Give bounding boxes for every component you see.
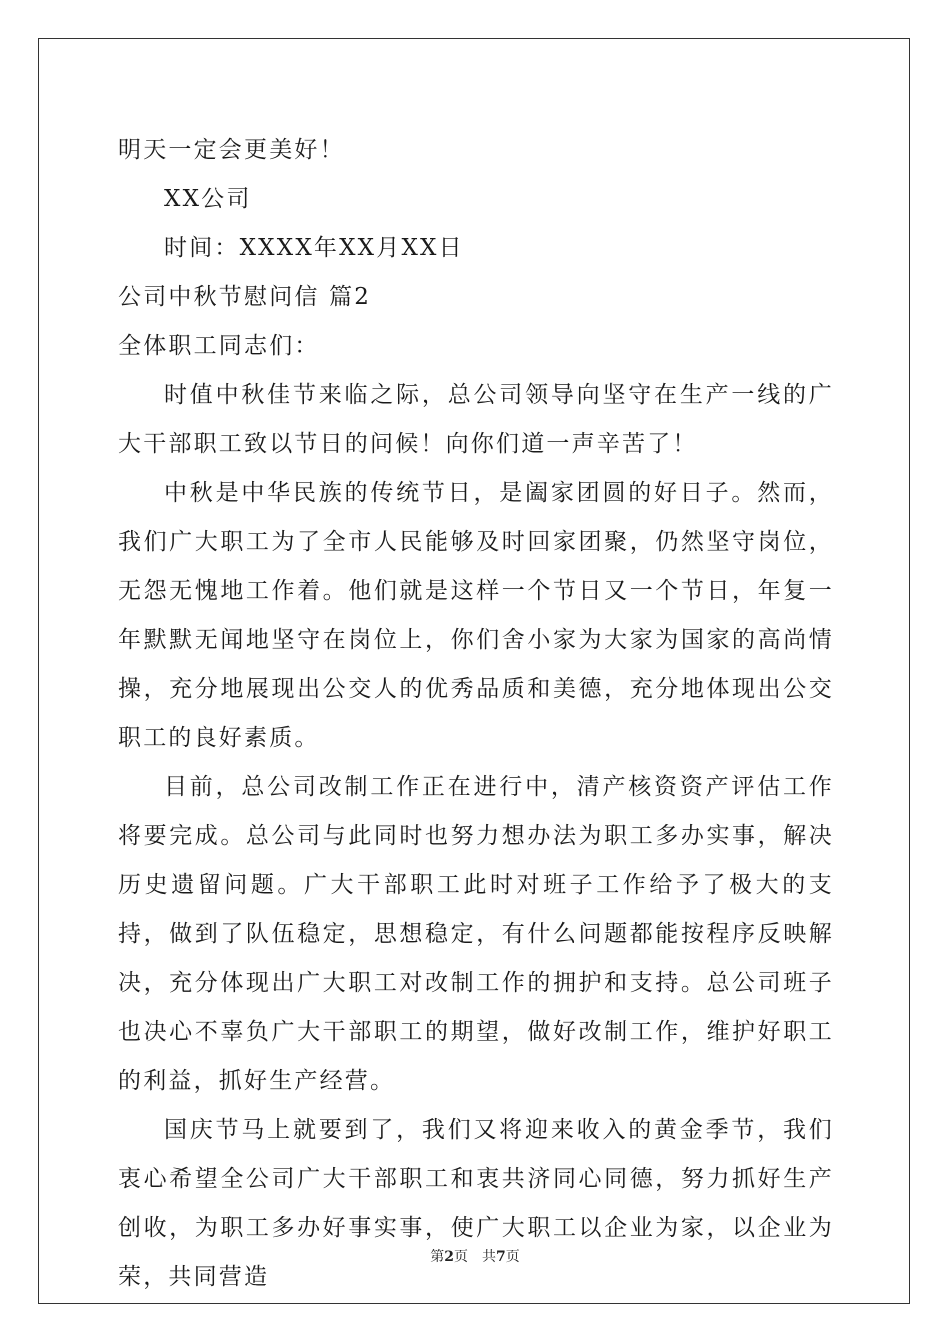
footer-total-suffix: 页 [505,1249,520,1265]
paragraph-3: 目前，总公司改制工作正在进行中，清产核资资产评估工作将要完成。总公司与此同时也努力想办法为职工多办实事，解决历史遗留问题。广大干部职工此时对班子工作给予了极大的支持，做到了队伍稳定，思想稳定，有什么问题都能按程序反映解决，充分体现出广大职工对改制工作的拥护和支持。总公司班子也决心不辜负广大干部职工的期望，做好改制工作，维护好职工的利益，抓好生产经营。 [118,774,834,1094]
signature-company: XX公司 [164,186,252,212]
salutation: 全体职工同志们： [118,333,320,359]
footer-prefix: 第 [430,1249,445,1265]
page-footer [0,1246,950,1266]
footer-page-number: 2 [444,1249,454,1265]
paragraph-2: 中秋是中华民族的传统节日，是阖家团圆的好日子。然而，我们广大职工为了全市人民能够及时回家团聚，仍然坚守岗位，无怨无愧地工作着。他们就是这样一个节日又一个节日，年复一年默默无闻地坚守在岗位上，你们舍小家为大家为国家的高尚情操，充分地展现出公交人的优秀品质和美德，充分地体现出公交职工的良好素质。 [118,480,834,751]
document-body [118,126,834,1302]
signature-date: 时间：XXXX年XX月XX日 [164,235,464,261]
closing-line: 明天一定会更美好！ [118,137,345,163]
paragraph-1: 时值中秋佳节来临之际，总公司领导向坚守在生产一线的广大干部职工致以节日的问候！向你们道一声辛苦了！ [118,382,834,457]
footer-total-prefix: 共 [482,1249,496,1265]
footer-total-pages: 7 [496,1249,506,1265]
footer-page-suffix: 页 [454,1249,468,1265]
section-title: 公司中秋节慰问信 篇2 [118,284,372,310]
paragraph-4: 国庆节马上就要到了，我们又将迎来收入的黄金季节，我们衷心希望全公司广大干部职工和衷共济同心同德，努力抓好生产创收，为职工多办好事实事，使广大职工以企业为家，以企业为荣，共同营造 [118,1117,834,1290]
